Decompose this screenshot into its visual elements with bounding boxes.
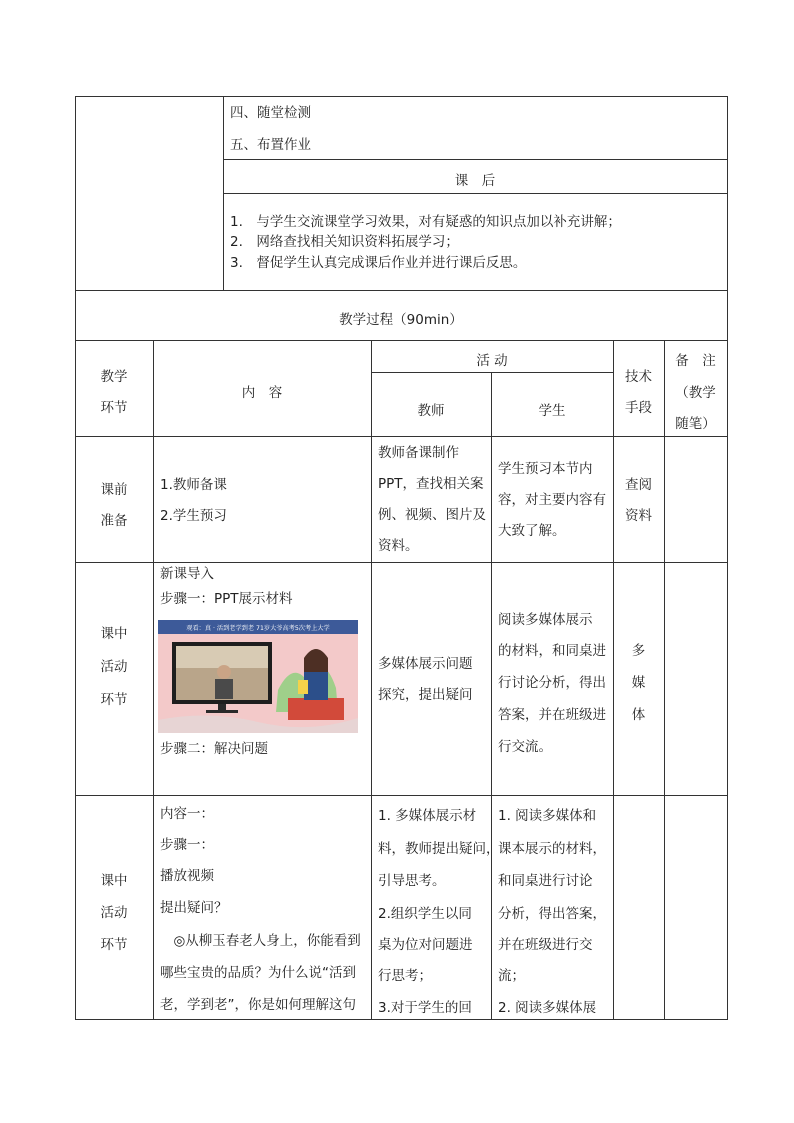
header-content: 内 容	[241, 385, 283, 401]
class2-content-6: 哪些宝贵的品质？为什么说“活到	[160, 965, 356, 981]
prep-student-1: 学生预习本节内	[498, 461, 593, 477]
header-notes-2: （教学	[675, 385, 716, 401]
class2-teacher-7: 3.对于学生的回	[378, 1000, 472, 1016]
class1-segment-3: 环节	[100, 692, 128, 708]
class2-content-2: 步骤一：	[160, 837, 214, 853]
rule	[223, 193, 727, 194]
class2-teacher-6: 行思考；	[378, 968, 432, 984]
header-tech-1: 技术	[625, 369, 652, 385]
prep-teacher-4: 资料。	[378, 538, 419, 554]
header-tech-2: 手段	[625, 400, 652, 416]
video-still-image	[158, 620, 358, 733]
table-border-top	[75, 96, 727, 97]
class2-content-1: 内容一：	[160, 806, 214, 822]
rule	[223, 159, 727, 160]
prep-teacher-2: PPT，查找相关案	[378, 476, 484, 492]
class2-teacher-2: 料，教师提出疑问，	[378, 841, 500, 857]
step-item-5: 五、布置作业	[230, 137, 311, 153]
class2-student-2: 课本展示的材料，	[498, 841, 606, 857]
header-notes-3: 随笔）	[675, 416, 716, 432]
rule	[75, 340, 727, 341]
class2-teacher-5: 桌为位对问题进	[378, 937, 473, 953]
rule	[75, 436, 727, 437]
class1-student-4: 答案，并在班级进	[498, 707, 606, 723]
step-item-4: 四、随堂检测	[230, 105, 311, 121]
header-segment-1: 教学	[100, 369, 128, 385]
class1-student-3: 行讨论分析，得出	[498, 675, 606, 691]
header-segment-2: 环节	[100, 400, 128, 416]
class1-intro: 新课导入	[160, 566, 214, 582]
classroom-illustration	[158, 620, 358, 733]
class2-content-4: 提出疑问？	[160, 900, 228, 916]
rule	[371, 372, 613, 373]
class2-teacher-4: 2.组织学生以同	[378, 906, 472, 922]
rule	[75, 795, 727, 796]
class2-student-1: 1. 阅读多媒体和	[498, 808, 597, 824]
class1-step1: 步骤一：PPT展示材料	[160, 591, 293, 607]
after-item-2: 2. 网络查找相关知识资料拓展学习；	[230, 234, 459, 250]
after-item-1: 1. 与学生交流课堂学习效果，对有疑惑的知识点加以补充讲解；	[230, 214, 621, 230]
class2-segment-3: 环节	[100, 937, 128, 953]
prep-student-3: 大致了解。	[498, 523, 566, 539]
table-border-bottom	[75, 1019, 727, 1020]
class1-student-5: 行交流。	[498, 739, 552, 755]
rule	[371, 340, 372, 1020]
rule	[664, 340, 665, 1020]
prep-content-2: 2.学生预习	[160, 508, 227, 524]
process-heading: 教学过程（90min）	[339, 312, 463, 328]
class2-student-4: 分析，得出答案，	[498, 906, 606, 922]
rule	[153, 340, 154, 1020]
header-notes-1: 备 注	[675, 353, 716, 369]
class2-student-6: 流；	[498, 968, 525, 984]
class2-segment-1: 课中	[100, 873, 128, 889]
class1-segment-1: 课中	[100, 626, 128, 642]
header-student: 学生	[538, 403, 566, 419]
class2-content-7: 老，学到老”，你是如何理解这句	[160, 997, 356, 1013]
class2-segment-2: 活动	[100, 905, 128, 921]
prep-tech-1: 查阅	[625, 477, 652, 493]
class1-step2: 步骤二：解决问题	[160, 741, 268, 757]
prep-segment-2: 准备	[100, 513, 128, 529]
class1-teacher-2: 探究，提出疑问	[378, 687, 473, 703]
table-border-right	[727, 96, 728, 1020]
class2-content-5: ◎从柳玉春老人身上，你能看到	[160, 933, 361, 949]
prep-student-2: 容，对主要内容有	[498, 492, 606, 508]
prep-segment-1: 课前	[100, 482, 128, 498]
class1-teacher-1: 多媒体展示问题	[378, 656, 473, 672]
class1-student-2: 的材料，和同桌进	[498, 643, 606, 659]
rule	[223, 96, 224, 290]
prep-teacher-1: 教师备课制作	[378, 445, 459, 461]
class1-segment-2: 活动	[100, 659, 128, 675]
rule	[491, 372, 492, 1020]
class2-student-5: 并在班级进行交	[498, 937, 593, 953]
rule	[75, 290, 727, 291]
header-teacher: 教师	[417, 403, 445, 419]
class1-tech-1: 多	[631, 643, 646, 659]
class2-student-7: 2. 阅读多媒体展	[498, 1000, 597, 1016]
class2-teacher-1: 1. 多媒体展示材	[378, 808, 477, 824]
class1-student-1: 阅读多媒体展示	[498, 612, 593, 628]
header-activity: 活 动	[476, 353, 508, 369]
class1-tech-2: 媒	[631, 675, 646, 691]
class1-tech-3: 体	[631, 707, 646, 723]
photo-caption: 观看：真 · 活到老学到老 71岁大爷高考5次考上大学	[186, 625, 330, 632]
prep-tech-2: 资料	[625, 508, 652, 524]
class2-content-3: 播放视频	[160, 868, 214, 884]
class2-student-3: 和同桌进行讨论	[498, 873, 593, 889]
class2-teacher-3: 引导思考。	[378, 873, 446, 889]
prep-content-1: 1.教师备课	[160, 477, 227, 493]
after-item-3: 3. 督促学生认真完成课后作业并进行课后反思。	[230, 255, 527, 271]
rule	[75, 562, 727, 563]
prep-teacher-3: 例、视频、图片及	[378, 507, 486, 523]
after-class-heading: 课 后	[454, 173, 496, 189]
